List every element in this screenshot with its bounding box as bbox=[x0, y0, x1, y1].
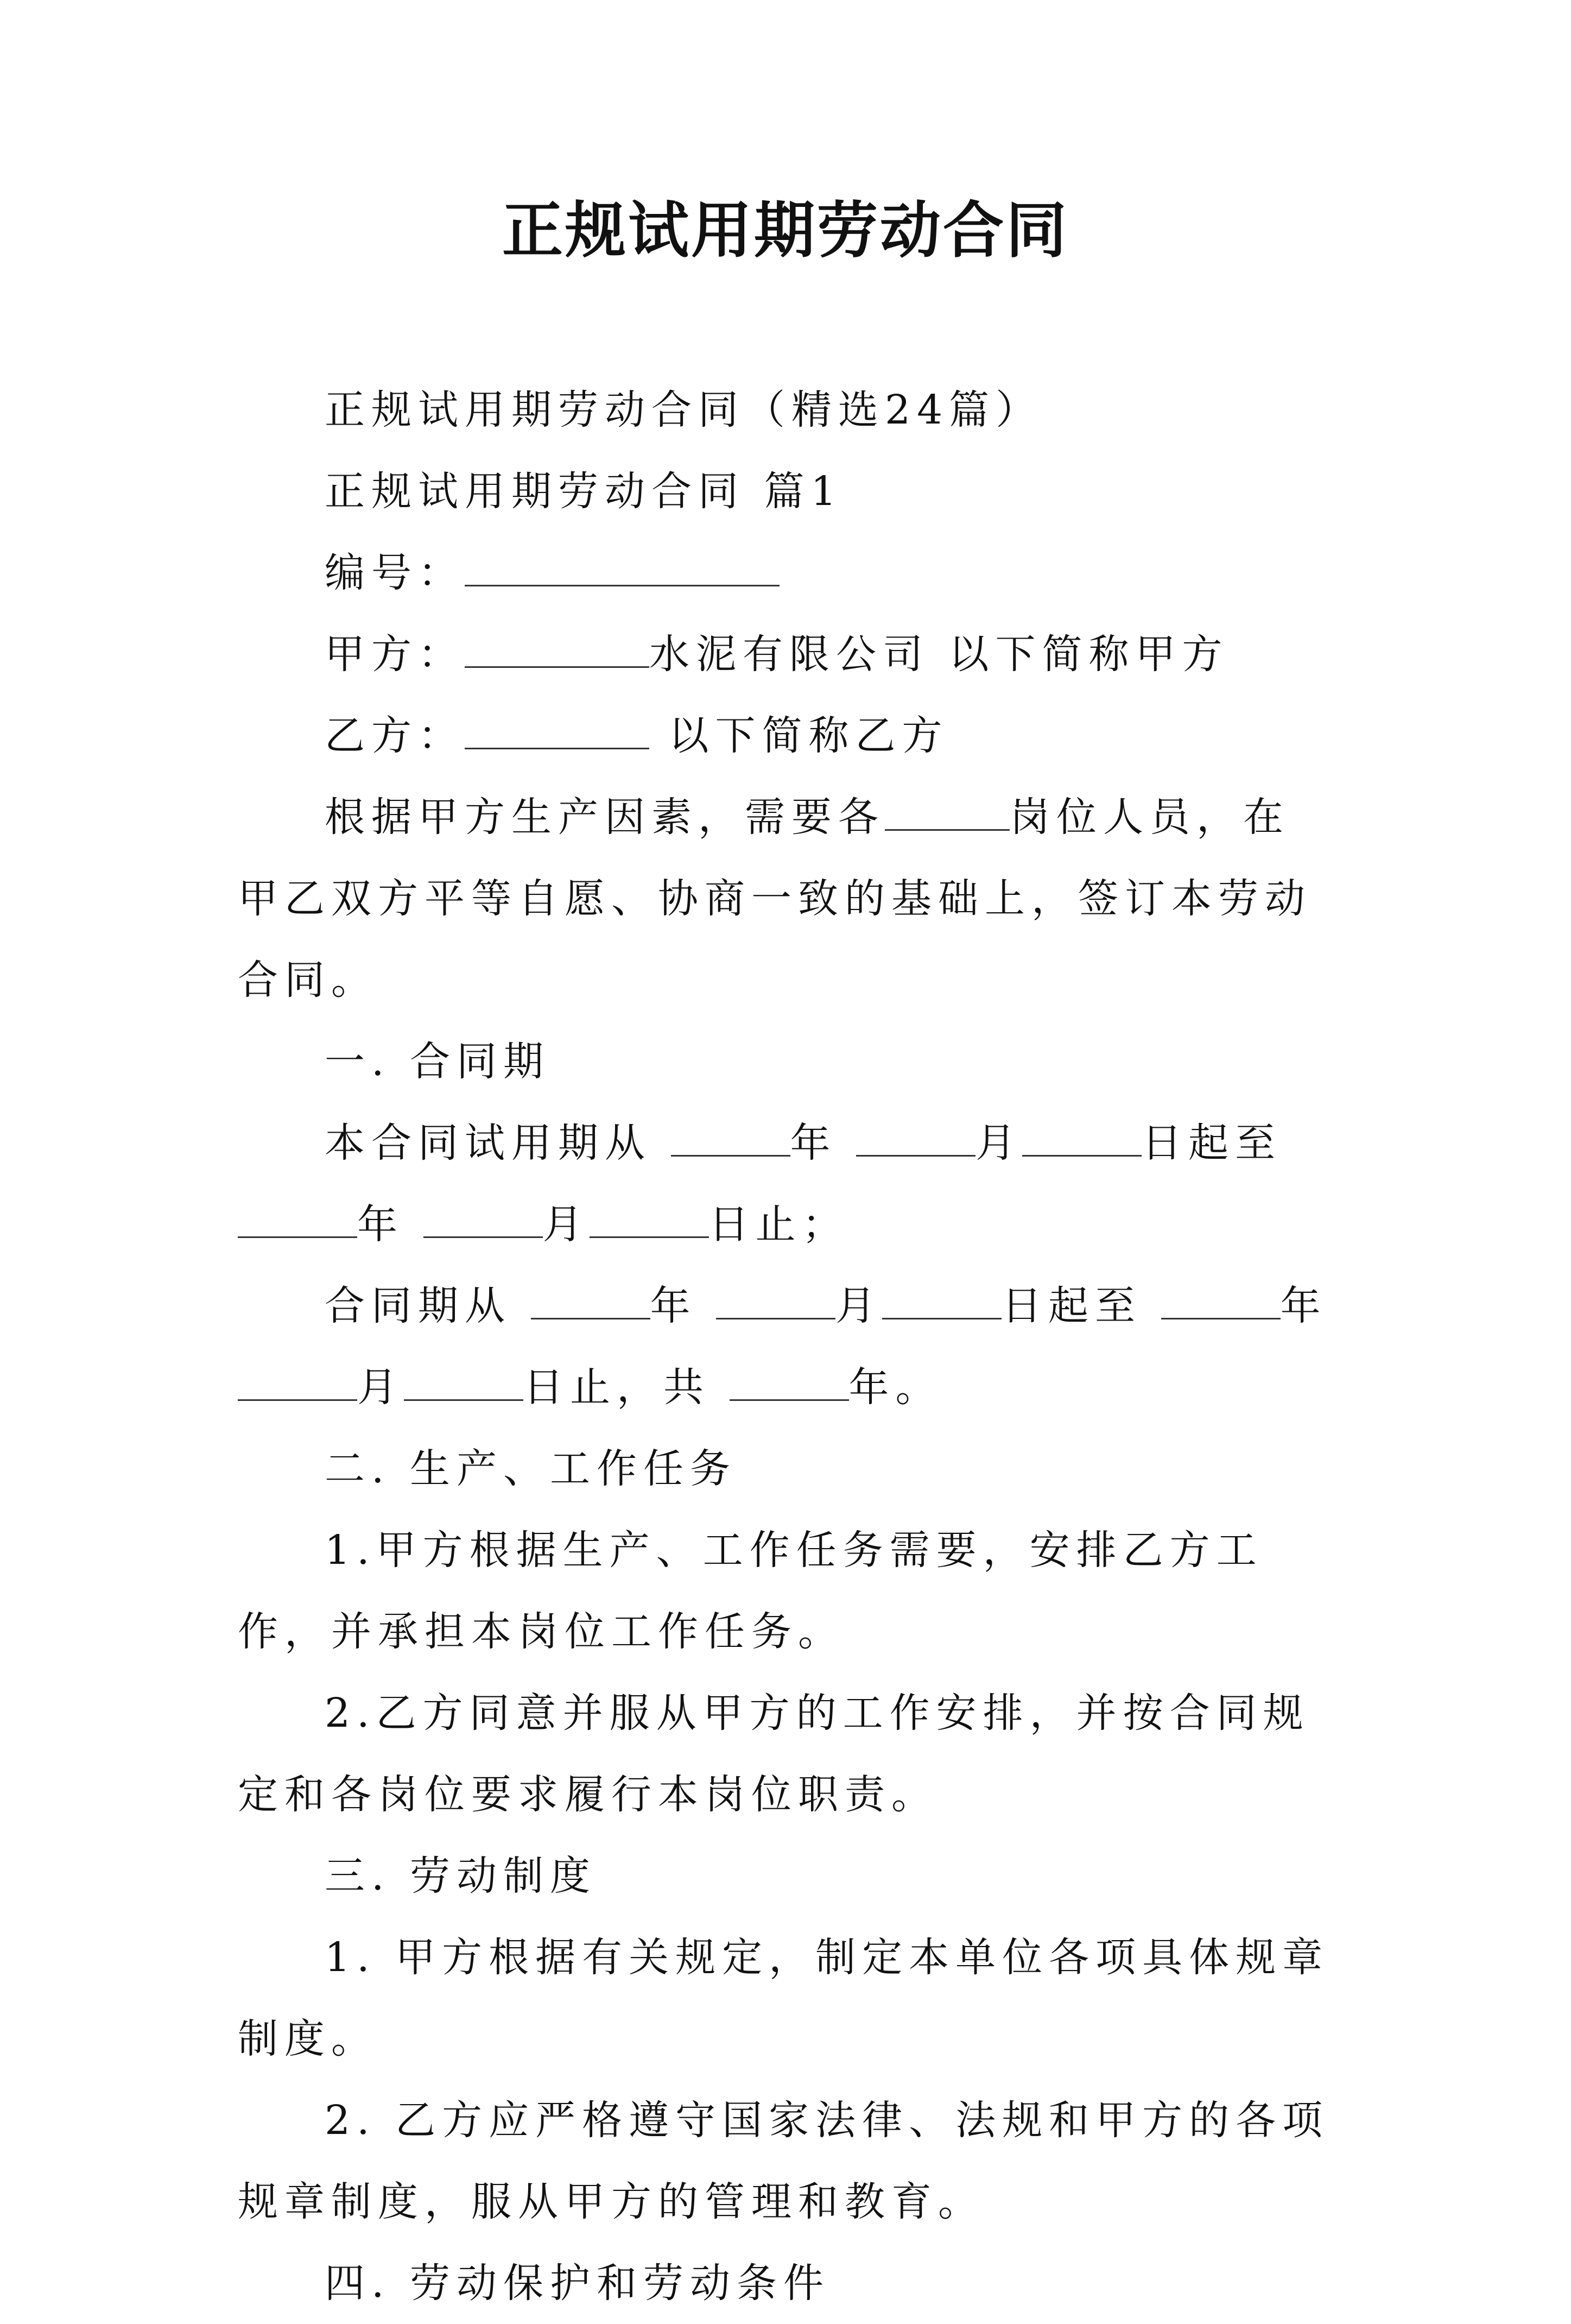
contract-from-month-blank bbox=[716, 1279, 835, 1319]
document-body bbox=[238, 369, 1334, 2324]
section-2-heading: 二. 生产、工作任务 bbox=[325, 1445, 737, 1492]
contract-to-month-unit: 月 bbox=[357, 1364, 404, 1411]
intro-paragraph bbox=[238, 776, 1334, 1021]
probation-to-month-unit: 月 bbox=[542, 1201, 590, 1248]
contract-period-paragraph bbox=[238, 1265, 1334, 1428]
section-3-heading: 三. 劳动制度 bbox=[325, 1853, 597, 1899]
probation-period-paragraph bbox=[238, 1102, 1334, 1265]
section-2-item-1: 1.甲方根据生产、工作任务需要，安排乙方工作，并承担本岗位工作任务。 bbox=[238, 1527, 1263, 1655]
section-heading: 正规试用期劳动合同 篇1 bbox=[325, 468, 843, 515]
intro-part-2: 岗位人员，在甲乙双方平等自愿、协商一致的基础上，签订本劳动合同。 bbox=[238, 794, 1312, 1003]
contract-start: 合同期从 bbox=[325, 1283, 531, 1329]
number-label: 编号： bbox=[325, 550, 465, 596]
party-b-text: 以下简称乙方 bbox=[649, 712, 949, 759]
probation-from-year-unit: 年 bbox=[790, 1120, 837, 1166]
contract-from-day-unit: 日起至 bbox=[1002, 1283, 1142, 1329]
contract-from-year-blank bbox=[531, 1279, 650, 1319]
contract-to-year-blank bbox=[1161, 1279, 1281, 1319]
party-a-blank bbox=[465, 627, 649, 668]
contract-to-month-blank bbox=[238, 1360, 357, 1401]
contract-end-text: 日止，共 bbox=[523, 1364, 730, 1411]
contract-from-year-unit: 年 bbox=[650, 1283, 697, 1329]
section-4-heading: 四. 劳动保护和劳动条件 bbox=[325, 2260, 831, 2307]
party-b-blank bbox=[465, 709, 649, 749]
contract-from-day-blank bbox=[882, 1279, 1002, 1319]
contract-years-unit: 年。 bbox=[848, 1364, 942, 1411]
contract-to-day-blank bbox=[404, 1360, 523, 1401]
probation-from-year-blank bbox=[671, 1116, 790, 1157]
contract-number-blank bbox=[465, 546, 780, 586]
section-1-heading: 一. 合同期 bbox=[325, 1038, 550, 1085]
probation-to-year-unit: 年 bbox=[357, 1201, 404, 1248]
probation-start: 本合同试用期从 bbox=[325, 1120, 671, 1166]
probation-from-day-blank bbox=[1022, 1116, 1142, 1157]
contract-to-year-unit: 年 bbox=[1280, 1283, 1327, 1329]
party-b-label: 乙方： bbox=[325, 712, 465, 759]
probation-from-day-unit: 日起至 bbox=[1142, 1120, 1282, 1166]
probation-from-month-unit: 月 bbox=[975, 1120, 1023, 1166]
section-3-item-1: 1. 甲方根据有关规定，制定本单位各项具体规章制度。 bbox=[238, 1934, 1329, 2062]
probation-to-month-blank bbox=[423, 1197, 543, 1238]
intro-part-1: 根据甲方生产因素，需要各 bbox=[325, 794, 885, 841]
contract-from-month-unit: 月 bbox=[835, 1283, 883, 1329]
position-blank bbox=[885, 790, 1010, 831]
probation-from-month-blank bbox=[856, 1116, 975, 1157]
subtitle: 正规试用期劳动合同（精选24篇） bbox=[325, 387, 1043, 433]
party-b-line bbox=[238, 695, 1334, 776]
probation-to-year-blank bbox=[238, 1197, 357, 1238]
document-title: 正规试用期劳动合同 bbox=[502, 195, 1069, 266]
section-2-item-2: 2.乙方同意并服从甲方的工作安排，并按合同规定和各岗位要求履行本岗位职责。 bbox=[238, 1690, 1310, 1818]
party-a-line bbox=[238, 614, 1334, 695]
party-a-text: 水泥有限公司 以下简称甲方 bbox=[649, 631, 1229, 678]
party-a-label: 甲方： bbox=[325, 631, 465, 678]
section-3-item-2: 2. 乙方应严格遵守国家法律、法规和甲方的各项规章制度，服从甲方的管理和教育。 bbox=[238, 2097, 1329, 2225]
probation-to-day-blank bbox=[590, 1197, 709, 1238]
contract-years-blank bbox=[730, 1360, 849, 1401]
probation-to-day-unit: 日止； bbox=[708, 1201, 849, 1248]
contract-number-line bbox=[238, 532, 1334, 614]
